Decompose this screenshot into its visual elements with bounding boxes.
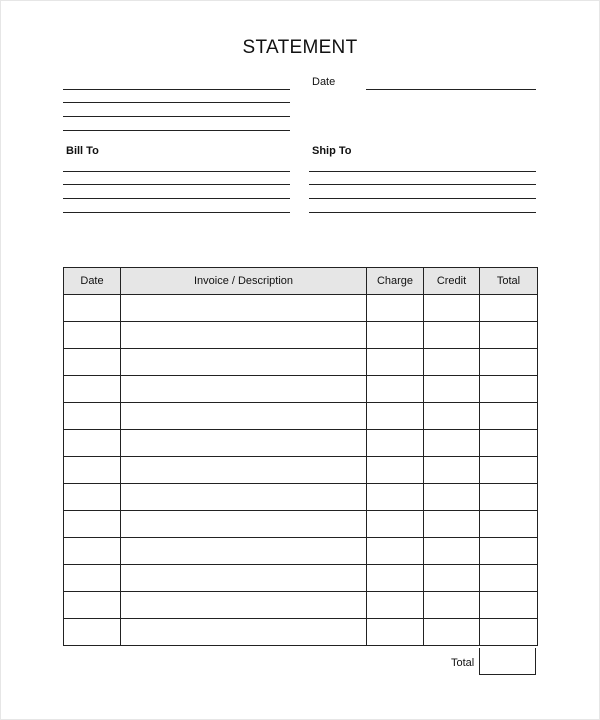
credit-cell[interactable]: [424, 484, 480, 511]
charge-cell[interactable]: [367, 376, 424, 403]
table-row: [64, 349, 538, 376]
date-cell[interactable]: [64, 376, 121, 403]
total-cell[interactable]: [480, 349, 538, 376]
total-cell[interactable]: [480, 565, 538, 592]
date-cell[interactable]: [64, 295, 121, 322]
credit-cell[interactable]: [424, 322, 480, 349]
ship-to-line[interactable]: [309, 184, 536, 185]
charge-cell[interactable]: [367, 538, 424, 565]
date-cell[interactable]: [64, 565, 121, 592]
description-cell[interactable]: [121, 619, 367, 646]
bill-to-line[interactable]: [63, 171, 290, 172]
table-row: [64, 484, 538, 511]
table-row: [64, 511, 538, 538]
charge-cell[interactable]: [367, 403, 424, 430]
table-row: [64, 592, 538, 619]
table-row: [64, 295, 538, 322]
description-cell[interactable]: [121, 538, 367, 565]
table-row: [64, 565, 538, 592]
description-cell[interactable]: [121, 322, 367, 349]
description-cell[interactable]: [121, 484, 367, 511]
address-line[interactable]: [63, 102, 290, 103]
total-cell[interactable]: [480, 295, 538, 322]
column-header-date: Date: [64, 268, 121, 295]
description-cell[interactable]: [121, 349, 367, 376]
total-cell[interactable]: [480, 457, 538, 484]
credit-cell[interactable]: [424, 457, 480, 484]
ship-to-line[interactable]: [309, 212, 536, 213]
statement-table: [63, 267, 538, 646]
address-line[interactable]: [63, 116, 290, 117]
grand-total-label: Total: [451, 657, 475, 669]
column-header-total: Total: [480, 268, 538, 295]
date-cell[interactable]: [64, 538, 121, 565]
description-cell[interactable]: [121, 430, 367, 457]
table-body: [64, 295, 538, 646]
total-cell[interactable]: [480, 511, 538, 538]
date-label: Date: [312, 76, 336, 88]
charge-cell[interactable]: [367, 322, 424, 349]
date-cell[interactable]: [64, 484, 121, 511]
charge-cell[interactable]: [367, 592, 424, 619]
credit-cell[interactable]: [424, 565, 480, 592]
page-title: STATEMENT: [242, 37, 358, 58]
table-row: [64, 376, 538, 403]
table-row: [64, 322, 538, 349]
total-cell[interactable]: [480, 592, 538, 619]
credit-cell[interactable]: [424, 592, 480, 619]
date-cell[interactable]: [64, 457, 121, 484]
table-row: [64, 538, 538, 565]
charge-cell[interactable]: [367, 511, 424, 538]
credit-cell[interactable]: [424, 511, 480, 538]
charge-cell[interactable]: [367, 457, 424, 484]
total-cell[interactable]: [480, 484, 538, 511]
credit-cell[interactable]: [424, 403, 480, 430]
charge-cell[interactable]: [367, 565, 424, 592]
bill-to-line[interactable]: [63, 212, 290, 213]
credit-cell[interactable]: [424, 376, 480, 403]
date-cell[interactable]: [64, 322, 121, 349]
charge-cell[interactable]: [367, 430, 424, 457]
total-cell[interactable]: [480, 538, 538, 565]
date-cell[interactable]: [64, 511, 121, 538]
credit-cell[interactable]: [424, 430, 480, 457]
charge-cell[interactable]: [367, 484, 424, 511]
table-row: [64, 619, 538, 646]
date-field[interactable]: [366, 89, 536, 90]
date-cell[interactable]: [64, 619, 121, 646]
credit-cell[interactable]: [424, 538, 480, 565]
grand-total-field[interactable]: [479, 648, 536, 675]
column-header-credit: Credit: [424, 268, 480, 295]
ship-to-line[interactable]: [309, 198, 536, 199]
bill-to-label: Bill To: [66, 145, 99, 157]
date-cell[interactable]: [64, 403, 121, 430]
table-header-row: [64, 268, 538, 295]
ship-to-line[interactable]: [309, 171, 536, 172]
description-cell[interactable]: [121, 457, 367, 484]
charge-cell[interactable]: [367, 619, 424, 646]
description-cell[interactable]: [121, 511, 367, 538]
total-cell[interactable]: [480, 430, 538, 457]
total-cell[interactable]: [480, 322, 538, 349]
bill-to-line[interactable]: [63, 198, 290, 199]
date-cell[interactable]: [64, 430, 121, 457]
total-cell[interactable]: [480, 619, 538, 646]
table-row: [64, 430, 538, 457]
credit-cell[interactable]: [424, 295, 480, 322]
charge-cell[interactable]: [367, 295, 424, 322]
table-row: [64, 457, 538, 484]
column-header-charge: Charge: [367, 268, 424, 295]
bill-to-line[interactable]: [63, 184, 290, 185]
credit-cell[interactable]: [424, 349, 480, 376]
address-line[interactable]: [63, 130, 290, 131]
table-row: [64, 403, 538, 430]
description-cell[interactable]: [121, 403, 367, 430]
charge-cell[interactable]: [367, 349, 424, 376]
total-cell[interactable]: [480, 403, 538, 430]
description-cell[interactable]: [121, 592, 367, 619]
description-cell[interactable]: [121, 565, 367, 592]
date-cell[interactable]: [64, 349, 121, 376]
description-cell[interactable]: [121, 295, 367, 322]
total-cell[interactable]: [480, 376, 538, 403]
ship-to-label: Ship To: [312, 145, 352, 157]
address-line[interactable]: [63, 89, 290, 90]
description-cell[interactable]: [121, 376, 367, 403]
date-cell[interactable]: [64, 592, 121, 619]
credit-cell[interactable]: [424, 619, 480, 646]
column-header-description: Invoice / Description: [121, 268, 367, 295]
